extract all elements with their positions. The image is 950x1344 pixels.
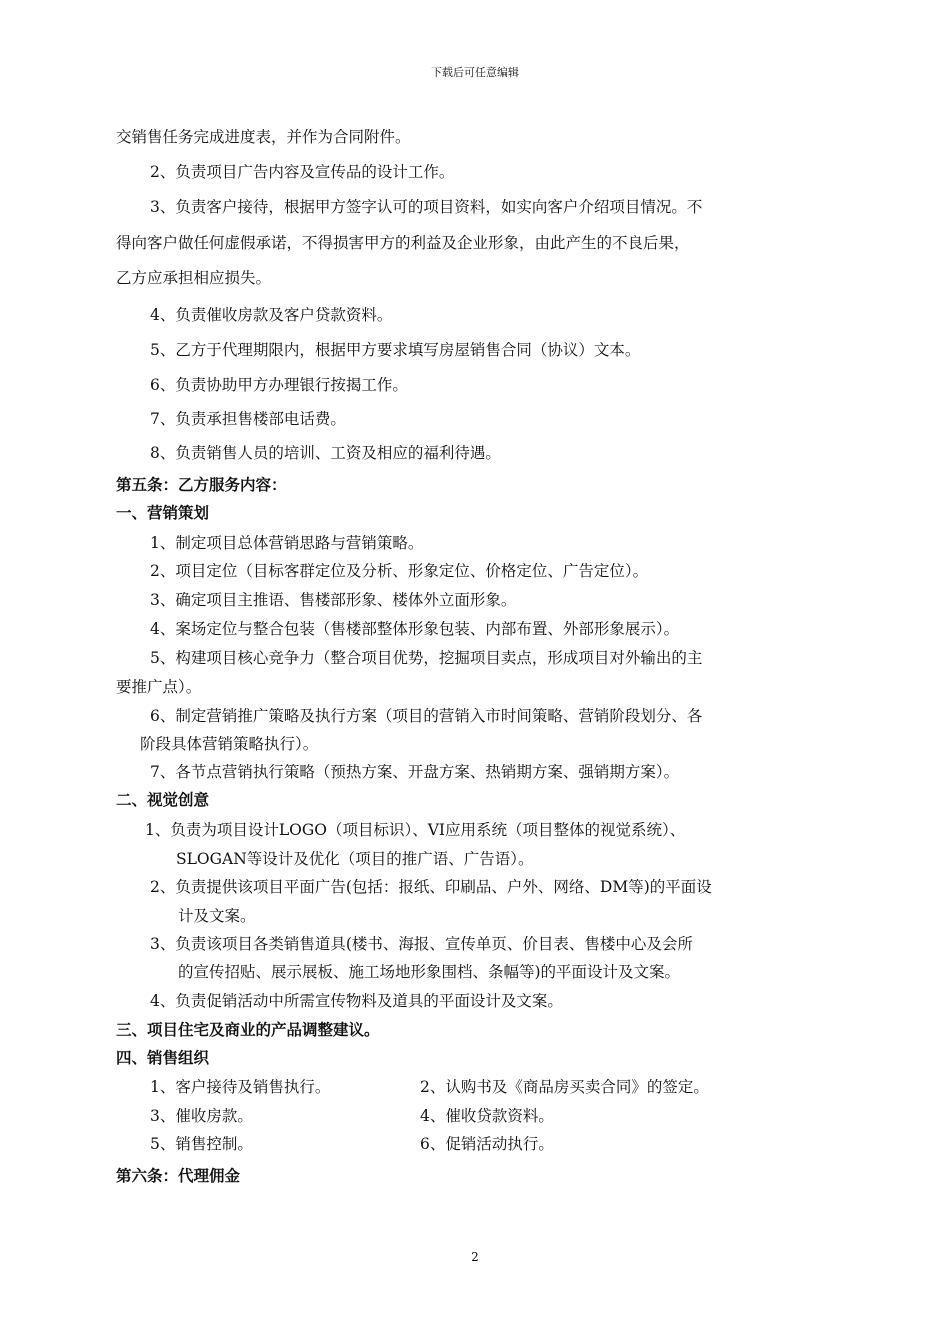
section-heading: 第六条：代理佣金 — [116, 1166, 241, 1185]
section-heading: 一、营销策划 — [116, 503, 210, 522]
body-line: 4、负责催收房款及客户贷款资料。 — [150, 306, 393, 324]
list-item-text: 3、催收房款。 — [150, 1107, 253, 1125]
list-item: 1、制定项目总体营销思路与营销策略。 — [150, 534, 424, 552]
list-item — [150, 1134, 554, 1154]
body-line: 2、负责项目广告内容及宣传品的设计工作。 — [150, 163, 455, 181]
list-item: 5、构建项目核心竞争力（整合项目优势，挖掘项目卖点，形成项目对外输出的主 — [150, 649, 703, 667]
body-line: 8、负责销售人员的培训、工资及相应的福利待遇。 — [150, 444, 501, 462]
list-item: 的宣传招贴、展示展板、施工场地形象围档、条幅等)的平面设计及文案。 — [178, 963, 681, 981]
list-item: 4、案场定位与整合包装（售楼部整体形象包装、内部布置、外部形象展示）。 — [150, 620, 680, 638]
list-item-text: 4、催收贷款资料。 — [420, 1107, 554, 1125]
list-item: 1、负责为项目设计LOGO（项目标识）、VI应用系统（项目整体的视觉系统）、 — [145, 821, 686, 839]
list-item: SLOGAN等设计及优化（项目的推广语、广告语）。 — [176, 850, 534, 868]
list-item: 4、负责促销活动中所需宣传物料及道具的平面设计及文案。 — [150, 992, 563, 1010]
section-heading: 第五条：乙方服务内容： — [116, 475, 287, 494]
list-item — [150, 1106, 554, 1126]
list-item: 3、确定项目主推语、售楼部形象、楼体外立面形象。 — [150, 591, 517, 609]
body-line: 7、负责承担售楼部电话费。 — [150, 410, 346, 428]
list-item: 计及文案。 — [178, 907, 256, 925]
body-line: 乙方应承担相应损失。 — [116, 269, 272, 287]
list-item: 2、项目定位（目标客群定位及分析、形象定位、价格定位、广告定位）。 — [150, 562, 649, 580]
body-line: 6、负责协助甲方办理银行按揭工作。 — [150, 376, 408, 394]
list-item-text: 1、客户接待及销售执行。 — [150, 1078, 331, 1096]
body-line: 5、乙方于代理期限内，根据甲方要求填写房屋销售合同（协议）文本。 — [150, 341, 641, 359]
page-number: 2 — [471, 1250, 479, 1264]
section-heading: 二、视觉创意 — [116, 790, 210, 809]
body-line: 3、负责客户接待，根据甲方签字认可的项目资料，如实向客户介绍项目情况。不 — [150, 198, 703, 216]
section-heading: 三、项目住宅及商业的产品调整建议。 — [116, 1020, 380, 1039]
list-item: 3、负责该项目各类销售道具(楼书、海报、宣传单页、价目表、售楼中心及会所 — [150, 935, 693, 953]
list-item: 阶段具体营销策略执行）。 — [140, 735, 319, 753]
list-item-text: 2、认购书及《商品房买卖合同》的签定。 — [420, 1078, 709, 1096]
list-item: 7、各节点营销执行策略（预热方案、开盘方案、热销期方案、强销期方案）。 — [150, 763, 680, 781]
list-item: 要推广点）。 — [116, 678, 202, 696]
list-item-text: 5、销售控制。 — [150, 1135, 253, 1153]
list-item: 2、负责提供该项目平面广告(包括：报纸、印刷品、户外、网络、DM等)的平面设 — [150, 878, 712, 896]
body-line: 交销售任务完成进度表，并作为合同附件。 — [116, 128, 411, 146]
body-line: 得向客户做任何虚假承诺，不得损害甲方的利益及企业形象，由此产生的不良后果， — [116, 234, 690, 252]
list-item-text: 6、促销活动执行。 — [420, 1135, 554, 1153]
list-item — [150, 1077, 709, 1097]
section-heading: 四、销售组织 — [116, 1048, 210, 1067]
page-header: 下载后可任意编辑 — [431, 66, 519, 79]
list-item: 6、制定营销推广策略及执行方案（项目的营销入市时间策略、营销阶段划分、各 — [150, 707, 703, 725]
